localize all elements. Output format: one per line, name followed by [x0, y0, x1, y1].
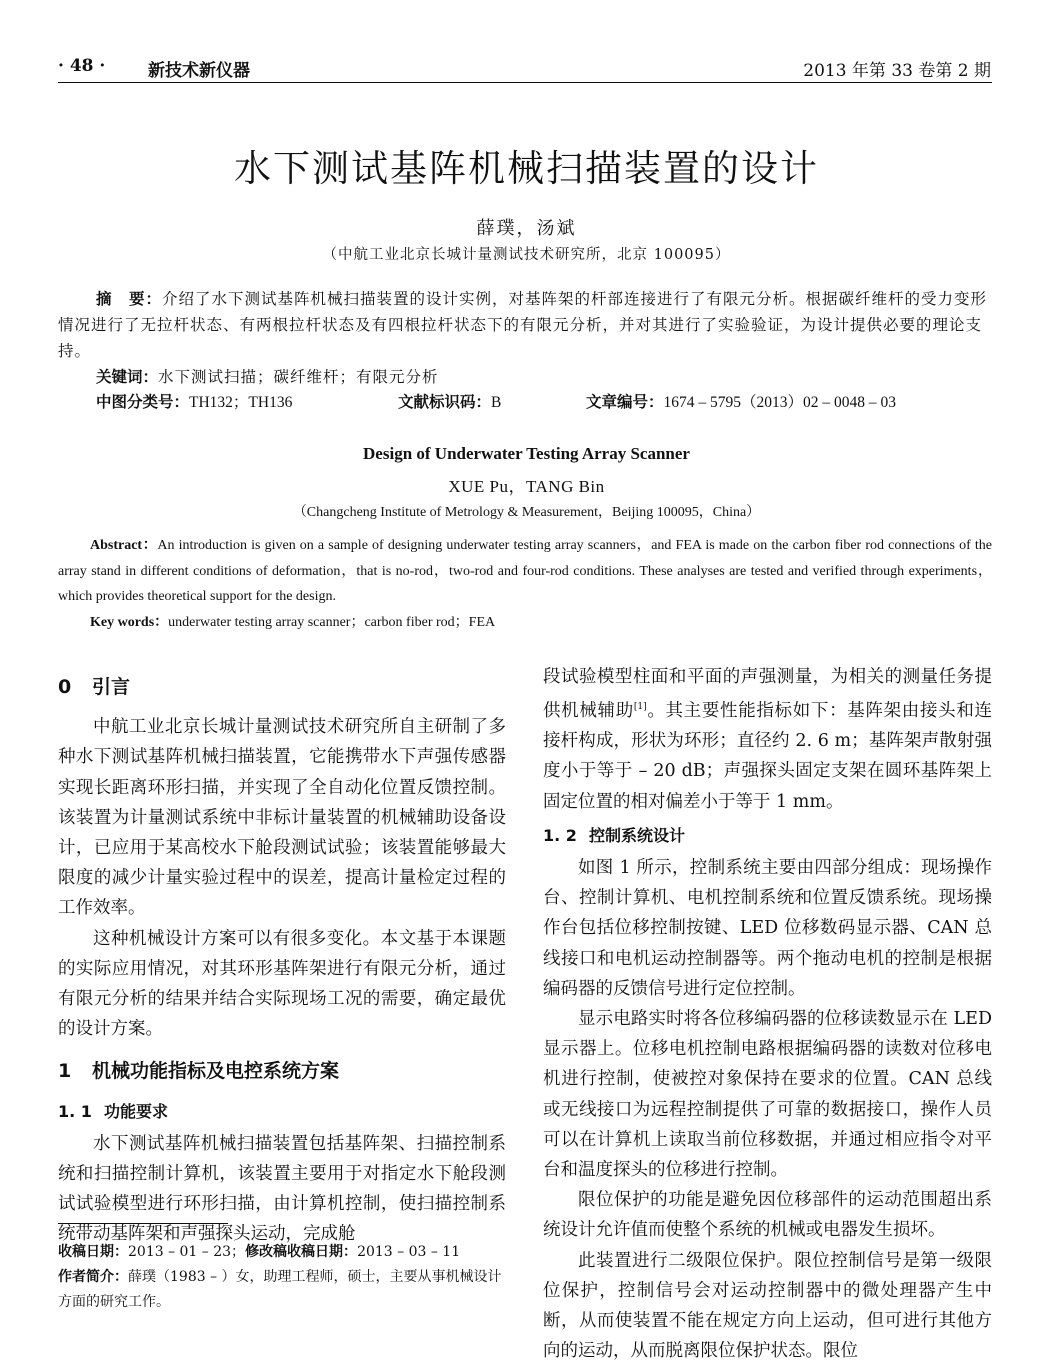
- english-abstract-label: Abstract：: [90, 538, 158, 553]
- paragraph: 此装置进行二级限位保护。限位控制信号是第一级限位保护，控制信号会对运动控制器中的微处理器产生中断，从而使装置不能在规定方向上运动，但可进行其他方向的运动，从而脱离限位保护状态。限位: [543, 1250, 992, 1362]
- authors: 薛璞，汤斌: [476, 218, 577, 239]
- keywords-zh: [96, 365, 439, 387]
- subsection-heading-1-2: 1. 2 控制系统设计: [543, 825, 686, 845]
- english-abstract: [58, 533, 992, 610]
- english-abstract-text: An introduction is given on a sample of designing underwater testing array scanners，and FEA is made on the carbon fiber rod connections of the array stand in different conditions of deformation，that is no-rod，two-rod and four-rod conditions. These analyses are tested and verified through experiments，which provides theoretical support for the design.: [58, 538, 992, 604]
- paragraph: 显示电路实时将各位移编码器的位移读数显示在 LED 显示器上。位移电机控制电路根据编码器的读数对位移电机进行控制，使被控对象保持在要求的位置。CAN 总线或无线接口为远程控制提供了可靠的数据接口，操作人员可以在计算机上读取当前位移数据，并通过相应指令对平台和温度探头的位移进行控制。: [543, 1009, 992, 1181]
- paragraph: 这种机械设计方案可以有很多变化。本文基于本课题的实际应用情况，对其环形基阵架进行有限元分析，通过有限元分析的结果并结合实际现场工况的需要，确定最优的设计方案。: [58, 928, 506, 1040]
- english-keywords: Key words：underwater testing array scanner；carbon fiber rod；FEA: [90, 615, 496, 630]
- footnote-rule: [58, 1223, 228, 1224]
- subsection-heading-1-1: 1. 1 功能要求: [58, 1101, 169, 1121]
- paragraph: 水下测试基阵机械扫描装置包括基阵架、扫描控制系统和扫描控制计算机，该装置主要用于对指定水下舱段测试试验模型进行环形扫描，由计算机控制，使扫描控制系统带动基阵架和声强探头运动，完成舱: [58, 1133, 506, 1245]
- affiliation: （中航工业北京长城计量测试技术研究所，北京 100095）: [322, 247, 731, 263]
- issue-info: 2013 年第 33 卷第 2 期: [803, 61, 991, 81]
- journal-name: 新技术新仪器: [148, 61, 250, 81]
- received-dates: 收稿日期：2013 – 01 – 23；修改稿收稿日期：2013 – 03 – 11: [58, 1244, 461, 1260]
- english-authors: XUE Pu，TANG Bin: [448, 477, 605, 496]
- article-number: 文章编号：1674 – 5795（2013）02 – 0048 – 03: [586, 393, 897, 411]
- keywords-label: 关键词：: [96, 368, 159, 386]
- paragraph: 中航工业北京长城计量测试技术研究所自主研制了多种水下测试基阵机械扫描装置，它能携带水下声强传感器实现长距离环形扫描，并实现了全自动化位置反馈控制。该装置为计量测试系统中非标计量装置的机械辅助设备设计，已应用于某高校水下舱段测试试验；该装置能够最大限度的减少计量实验过程中的误差，提高计量检定过程的工作效率。: [58, 717, 506, 919]
- footnote: [58, 1240, 508, 1315]
- citation: [1]: [633, 702, 647, 713]
- abstract-zh: [58, 286, 992, 364]
- document-code: 文献标识码：B: [398, 393, 502, 411]
- author-bio: 作者简介：薛璞（1983 – ）女，助理工程师，硕士，主要从事机械设计方面的研究工作。: [58, 1269, 502, 1310]
- section-heading-1: 1 机械功能指标及电控系统方案: [58, 1060, 340, 1083]
- section-heading-0: 0 引言: [58, 676, 131, 698]
- paragraph: 段试验模型柱面和平面的声强测量，为相关的测量任务提供机械辅助[1]。其主要性能指标如下：基阵架由接头和连接杆构成，形状为环形；直径约 2. 6 m；基阵架声散射强度小于等于 – 20 dB；声强探头固定支架在圆环基阵架上固定位置的相对偏差小于等于 1 mm。: [543, 667, 993, 812]
- right-column: [543, 662, 992, 1367]
- abstract-label: 摘 要：: [96, 290, 163, 308]
- clc-number: 中图分类号：TH132；TH136: [96, 393, 293, 411]
- english-affiliation: （Changcheng Institute of Metrology & Measurement，Beijing 100095，China）: [292, 505, 761, 520]
- left-column: [58, 662, 506, 1250]
- header-rule: [58, 82, 992, 83]
- english-title: Design of Underwater Testing Array Scanner: [363, 444, 690, 463]
- keywords-text: 水下测试扫描；碳纤维杆；有限元分析: [158, 368, 439, 386]
- paragraph: 限位保护的功能是避免因位移部件的运动范围超出系统设计允许值而使整个系统的机械或电器发生损坏。: [543, 1190, 992, 1241]
- abstract-text: 介绍了水下测试基阵机械扫描装置的设计实例，对基阵架的杆部连接进行了有限元分析。根据碳纤维杆的受力变形情况进行了无拉杆状态、有两根拉杆状态及有四根拉杆状态下的有限元分析，并对其进行了实验验证，为设计提供必要的理论支持。: [58, 290, 988, 360]
- paragraph: 如图 1 所示，控制系统主要由四部分组成：现场操作台、控制计算机、电机控制系统和位置反馈系统。现场操作台包括位移控制按键、LED 位移数码显示器、CAN 总线接口和电机运动控制器等。两个拖动电机的控制是根据编码器的反馈信号进行定位控制。: [543, 858, 992, 999]
- paper-title: 水下测试基阵机械扫描装置的设计: [234, 147, 819, 190]
- page-number: · 48 ·: [58, 56, 106, 76]
